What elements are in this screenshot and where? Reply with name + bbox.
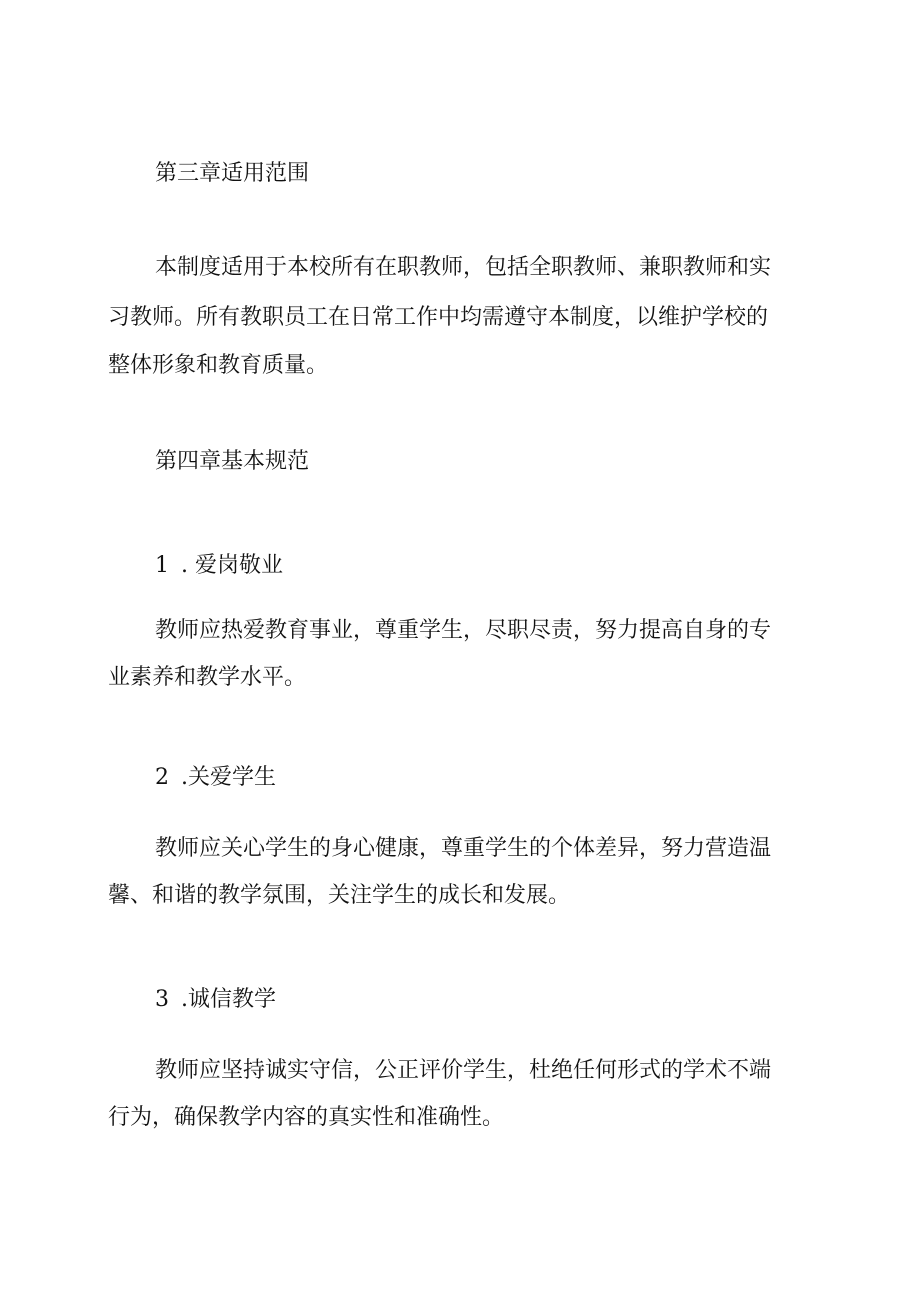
item-2-line-1: 教师应关心学生的身心健康，尊重学生的个体差异，努力营造温: [155, 836, 772, 861]
item-2-number: 2: [155, 765, 169, 790]
item-3-number: 3: [155, 987, 169, 1012]
item-1-label: . 爱岗敬业: [181, 553, 283, 578]
item-3-label: .诚信教学: [181, 987, 276, 1012]
chapter3-paragraph-line-2: 习教师。所有教职员工在日常工作中均需遵守本制度，以维护学校的: [108, 305, 769, 330]
item-3-title: [155, 989, 815, 1011]
item-3-line-1: 教师应坚持诚实守信，公正评价学生，杜绝任何形式的学术不端: [155, 1058, 772, 1083]
chapter4-heading: 第四章基本规范: [155, 449, 310, 474]
item-1-number: 1: [155, 553, 169, 578]
chapter3-paragraph-line-1: 本制度适用于本校所有在职教师，包括全职教师、兼职教师和实: [155, 255, 772, 280]
item-1-title: [155, 555, 815, 577]
item-1-line-2: 业素养和教学水平。: [108, 665, 307, 690]
chapter3-paragraph-line-3: 整体形象和教育质量。: [108, 353, 329, 378]
item-2-title: [155, 767, 815, 789]
item-2-label: .关爱学生: [181, 765, 276, 790]
chapter3-heading: 第三章适用范围: [155, 161, 310, 186]
item-1-line-1: 教师应热爱教育事业，尊重学生，尽职尽责，努力提高自身的专: [155, 618, 772, 643]
item-2-line-2: 馨、和谐的教学氛围，关注学生的成长和发展。: [108, 883, 571, 908]
item-3-line-2: 行为，确保教学内容的真实性和准确性。: [108, 1105, 505, 1130]
